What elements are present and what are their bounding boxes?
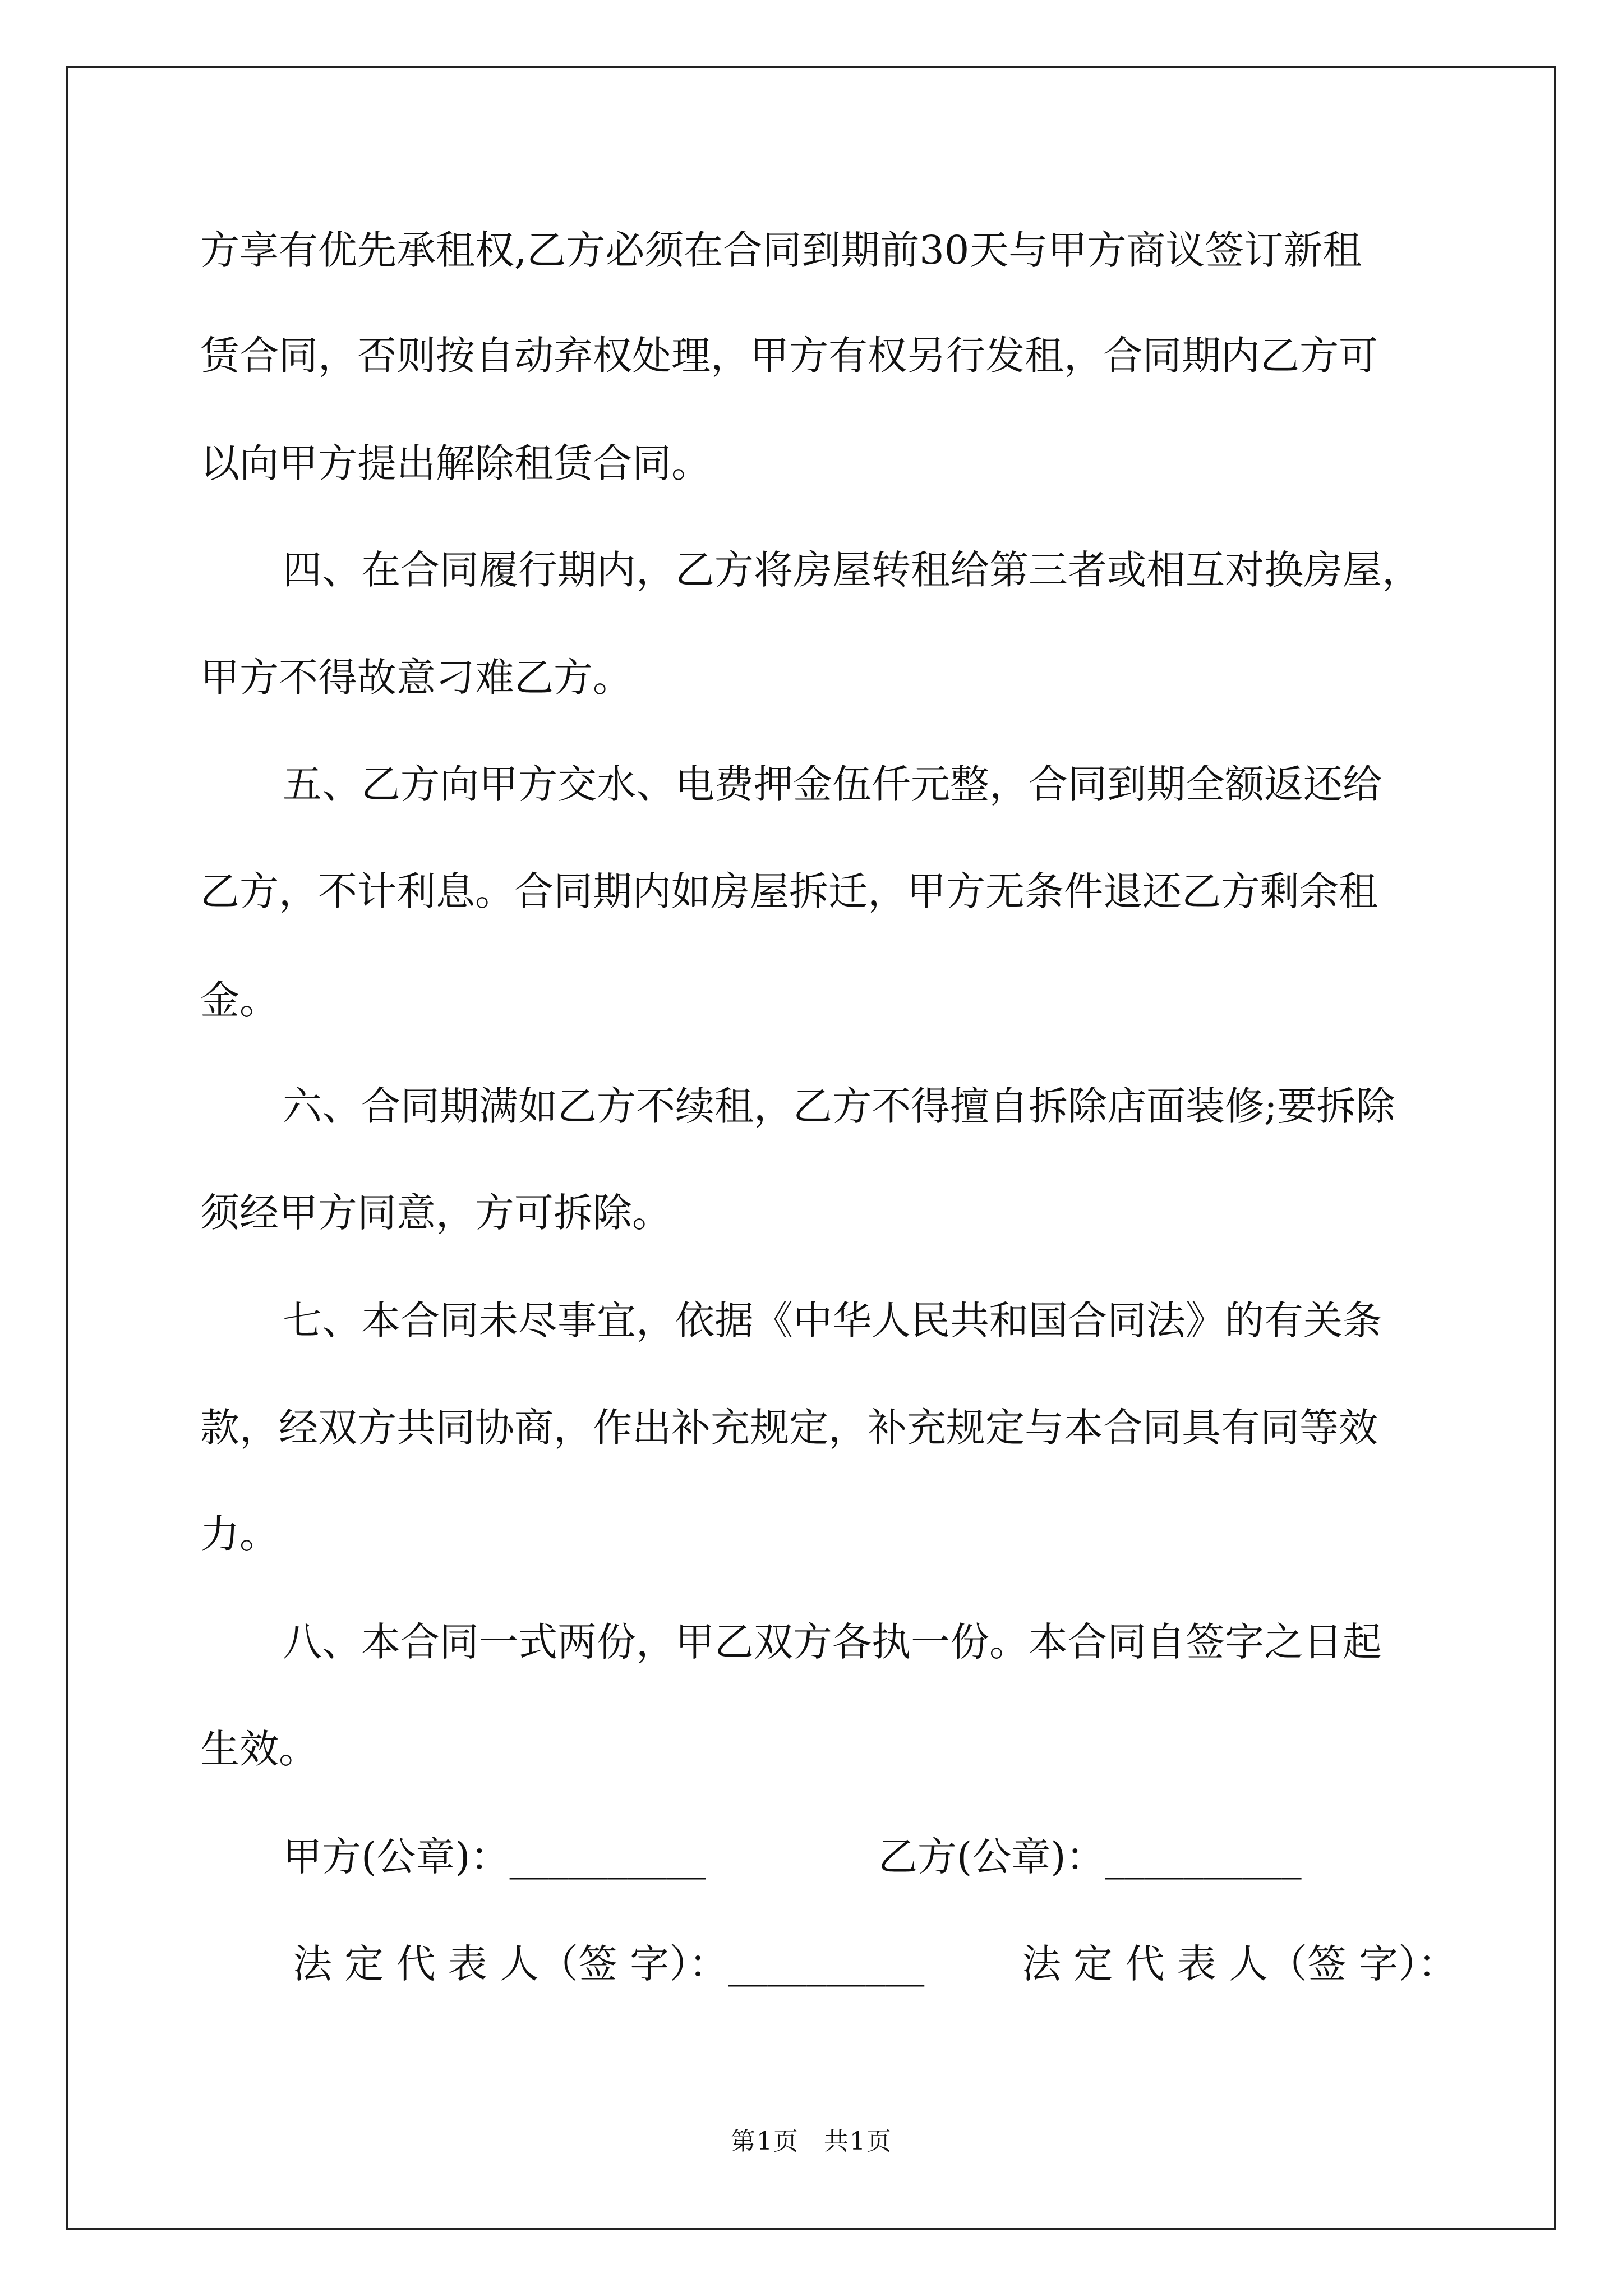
paragraph-line: 五、乙方向甲方交水、电费押金伍仟元整，合同到期全额返还给 (283, 761, 1382, 807)
party-a-seal-line: 甲方(公章)：__________ (283, 1834, 706, 1880)
paragraph-line: 须经甲方同意，方可拆除。 (200, 1190, 671, 1236)
paragraph-line: 七、本合同未尽事宜，依据《中华人民共和国合同法》的有关条 (283, 1297, 1382, 1343)
page-number-current: 第1页 (731, 2127, 799, 2156)
paragraph-line: 乙方，不计利息。合同期内如房屋拆迁，甲方无条件退还乙方剩余租 (200, 868, 1378, 914)
party-b-representative-line: 法 定 代 表 人（签 字）： (1022, 1941, 1458, 1987)
paragraph-line: 款，经双方共同协商，作出补充规定，补充规定与本合同具有同等效 (200, 1405, 1378, 1451)
paragraph-line: 生效。 (200, 1726, 318, 1772)
paragraph-line: 六、合同期满如乙方不续租，乙方不得擅自拆除店面装修;要拆除 (283, 1083, 1395, 1129)
paragraph-line: 四、在合同履行期内，乙方将房屋转租给第三者或相互对换房屋， (283, 547, 1421, 593)
paragraph-line: 八、本合同一式两份，甲乙双方各执一份。本合同自签字之日起 (283, 1619, 1382, 1665)
paragraph-line: 甲方不得故意刁难乙方。 (200, 655, 632, 701)
page-footer (0, 2126, 1623, 2157)
paragraph-line: 金。 (200, 977, 279, 1023)
party-b-seal-line: 乙方(公章)：__________ (878, 1834, 1302, 1880)
page-number-total: 共1页 (824, 2127, 892, 2156)
paragraph-line: 以向甲方提出解除租赁合同。 (200, 440, 711, 486)
party-a-representative-line: 法 定 代 表 人（签 字）：__________ (293, 1941, 925, 1987)
paragraph-line: 赁合同，否则按自动弃权处理，甲方有权另行发租，合同期内乙方可 (200, 333, 1378, 379)
paragraph-line: 力。 (200, 1511, 279, 1557)
paragraph-line: 方享有优先承租权,乙方必须在合同到期前30天与甲方商议签订新租 (200, 227, 1362, 273)
page-border (66, 66, 1556, 2230)
